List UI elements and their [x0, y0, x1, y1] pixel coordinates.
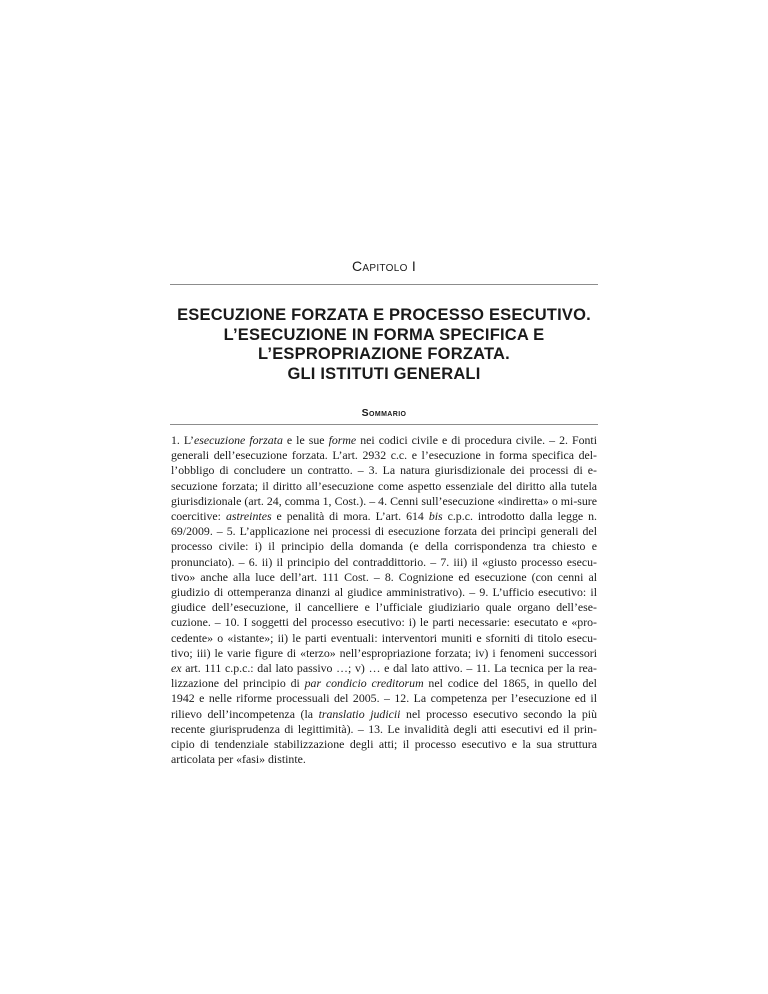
- sommario-italic-term: bis: [428, 509, 443, 524]
- chapter-title-line: ESECUZIONE FORZATA E PROCESSO ESECUTIVO.: [177, 306, 591, 324]
- chapter-divider: [170, 284, 598, 285]
- sommario-italic-term: forme: [328, 433, 357, 447]
- sommario-text-run: nel processo esecutivo secondo la più recente giurisprudenza di legittimità). – 13. Le invalidità degli atti esecutivi ed il prin-cipio di tendenziale stabilizzazione degli atti; il processo esecutivo e la sua struttura articolata per «fasi» distinte.: [171, 706, 597, 767]
- sommario-italic-term: par condicio creditorum: [304, 676, 424, 691]
- chapter-title: [120, 306, 648, 384]
- sommario-text-run: e penalità di mora. L’art. 614: [271, 509, 429, 524]
- sommario-text-run: art. 111 c.p.c.: dal lato passivo …; v) … e dal lato attivo. – 11. La tecnica per la rea-lizzazione del principio di: [171, 661, 597, 691]
- chapter-title-line: L’ESPROPRIAZIONE FORZATA.: [258, 345, 510, 363]
- sommario-italic-term: translatio judicii: [318, 706, 401, 721]
- sommario-italic-term: esecuzione forzata: [194, 433, 283, 447]
- sommario-text: [171, 433, 597, 767]
- chapter-label: Capitolo I: [351, 258, 417, 274]
- chapter-title-line: GLI ISTITUTI GENERALI: [287, 364, 481, 383]
- sommario-text-run: c.p.c. introdotto dalla legge n. 69/2009. – 5. L’applicazione nei processi di esecuzione forzata dei princìpi generali del processo civile: i) il principio della domanda (e della corrispondenza tra chiesto e pronunciato). – 6. ii) il principio del contraddittorio. – 7. iii) il «giusto processo esecu-tivo» anche alla luce dell’art. 111 Cost. – 8. Cognizione ed esecuzione (con cenni al giudizio di ottemperanza dinanzi al giudice amministrativo). – 9. L’ufficio esecutivo: il giudice dell’esecuzione, il cancelliere e l’ufficiale giudiziario quale organo dell’ese-cuzione. – 10. I soggetti del processo esecutivo: i) le parti necessarie: esecutato e «pro-cedente» o «istante»; ii) le parti eventuali: interventori muniti e sforniti di titolo esecu-tivo; iii) le varie figure di «terzo» nell’espropriazione forzata; iv) i fenomeni successori: [171, 509, 597, 660]
- sommario-heading: Sommario: [361, 407, 407, 419]
- sommario-italic-term: ex: [171, 661, 182, 676]
- sommario-text-run: nel codice del 1865, in quello del 1942 e nelle riforme processuali del 2005. – 12. La competenza per l’esecuzione ed il rilievo dell’incompetenza (la: [171, 676, 597, 721]
- sommario-divider: [170, 424, 598, 425]
- sommario-text-run: e le sue: [282, 433, 329, 447]
- sommario-text-run: 1. L’: [171, 433, 194, 447]
- sommario-italic-term: astreintes: [225, 509, 272, 524]
- chapter-title-line: L’ESECUZIONE IN FORMA SPECIFICA E: [223, 325, 545, 344]
- sommario-text-run: nei codici civile e di procedura civile. – 2. Fonti generali dell’esecuzione forzata. L’art. 2932 c.c. e l’esecuzione in forma specifica del-l’obbligo di concludere un contratto. – 3. La natura giurisdizionale dei processi di e-secuzione forzata; il diritto all’esecuzione come aspetto essenziale del diritto alla tutela giurisdizionale (art. 24, comma 1, Cost.). – 4. Cenni sull’esecuzione «indiretta» o mi-sure coercitive:: [171, 433, 598, 524]
